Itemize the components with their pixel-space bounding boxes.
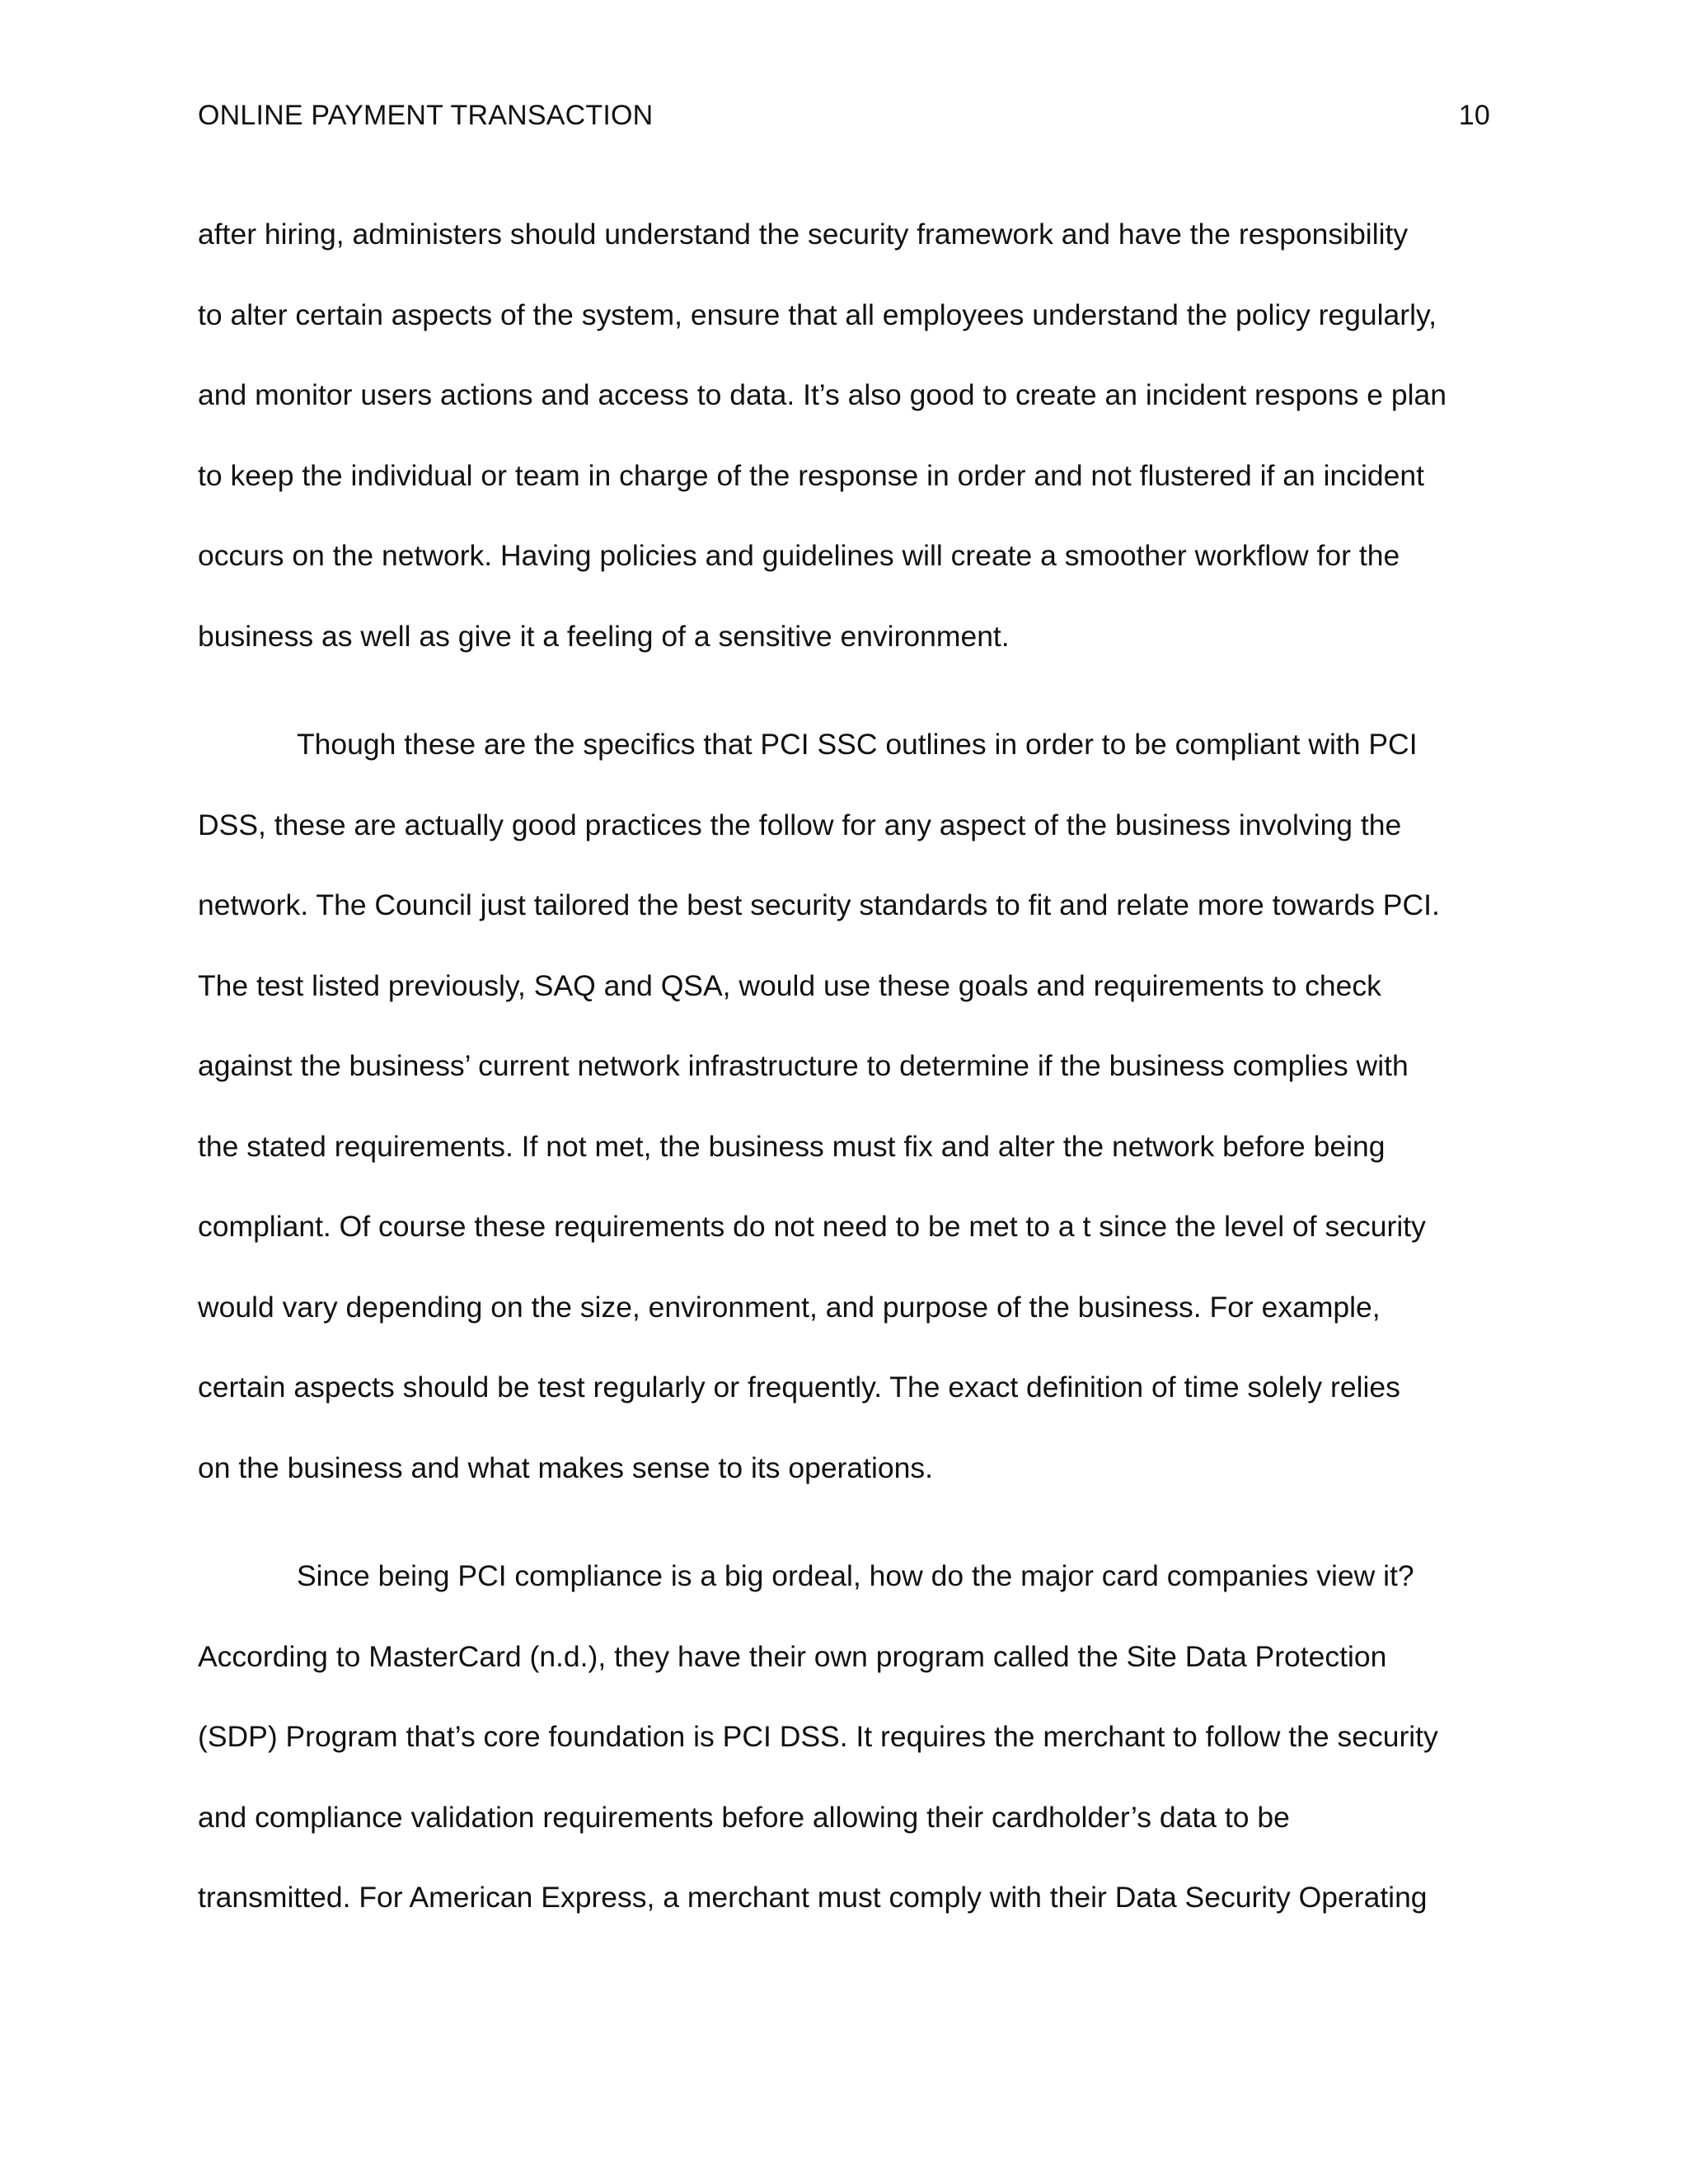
body-text — [198, 194, 1493, 1966]
text-line: According to MasterCard (n.d.), they have their own program called the Site Data Protection — [198, 1639, 1387, 1673]
text-line: transmitted. For American Express, a merchant must comply with their Data Security Operating — [198, 1881, 1428, 1914]
paragraph-2 — [198, 705, 1493, 1508]
running-title: ONLINE PAYMENT TRANSACTION — [198, 99, 654, 131]
text-line: on the business and what makes sense to its operations. — [198, 1451, 933, 1484]
text-line: to alter certain aspects of the system, ensure that all employees understand the policy regularly, — [198, 298, 1437, 331]
page-number: 10 — [1458, 99, 1490, 131]
text-line: certain aspects should be test regularly or frequently. The exact definition of time solely relies — [198, 1371, 1400, 1404]
text-line: (SDP) Program that’s core foundation is PCI DSS. It requires the merchant to follow the security — [198, 1720, 1438, 1753]
text-line: after hiring, administers should understand the security framework and have the responsibility — [198, 218, 1409, 251]
text-line: the stated requirements. If not met, the business must fix and alter the network before being — [198, 1129, 1386, 1163]
text-line: DSS, these are actually good practices the follow for any aspect of the business involving the — [198, 808, 1402, 841]
text-line-indented: Since being PCI compliance is a big ordeal, how do the major card companies view it? — [297, 1559, 1414, 1592]
text-line: against the business’ current network infrastructure to determine if the business complies with — [198, 1049, 1409, 1082]
text-line: to keep the individual or team in charge of the response in order and not flustered if an incident — [198, 458, 1424, 492]
text-line: would vary depending on the size, environment, and purpose of the business. For example, — [198, 1290, 1381, 1324]
text-line: occurs on the network. Having policies and guidelines will create a smoother workflow for the — [198, 539, 1400, 572]
paragraph-3 — [198, 1536, 1493, 1938]
text-line: and monitor users actions and access to data. It’s also good to create an incident respons e plan — [198, 378, 1447, 411]
text-line: The test listed previously, SAQ and QSA, would use these goals and requirements to check — [198, 968, 1381, 1002]
text-line: and compliance validation requirements before allowing their cardholder’s data to be — [198, 1800, 1290, 1834]
text-line: compliant. Of course these requirements do not need to be met to a t since the level of security — [198, 1210, 1426, 1243]
text-line: network. The Council just tailored the best security standards to fit and relate more towards PCI. — [198, 888, 1440, 921]
running-header — [198, 97, 1490, 134]
paragraph-1 — [198, 194, 1493, 677]
text-line: business as well as give it a feeling of a sensitive environment. — [198, 619, 1010, 653]
text-line-indented: Though these are the specifics that PCI SSC outlines in order to be compliant with PCI — [297, 728, 1418, 761]
